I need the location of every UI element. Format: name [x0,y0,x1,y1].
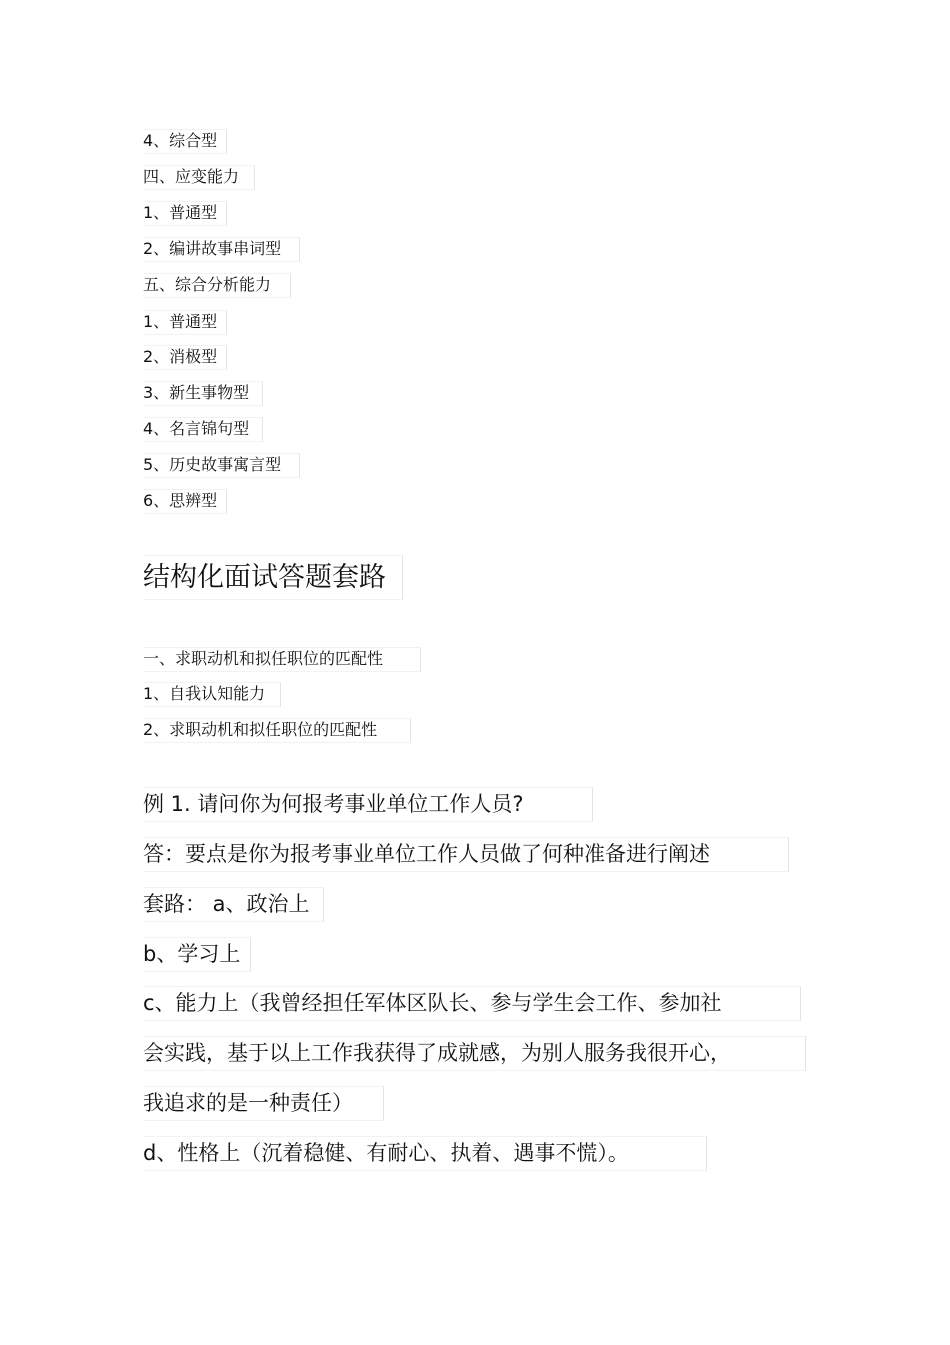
outline-item-text: 2、编讲故事串词型 [143,237,300,262]
outline-item-new-things-type [143,381,263,406]
outline-item-text: 6、思辨型 [143,489,227,514]
outline-item-text: 2、消极型 [143,345,227,370]
outline-item-text: 1、普通型 [143,310,227,335]
part1-item-text: 1、自我认知能力 [143,682,281,707]
outline-heading-analysis [143,273,291,298]
routine-a [143,887,324,922]
outline-heading-adaptability [143,165,255,190]
example-answer [143,837,789,872]
outline-item-text: 1、普通型 [143,201,227,226]
routine-b-text: b、学习上 [143,937,251,972]
outline-item-comprehensive-type [143,129,227,154]
routine-c-line3 [143,1086,384,1121]
part1-item-text: 2、求职动机和拟任职位的匹配性 [143,718,411,743]
part1-item-motivation-match [143,718,411,743]
outline-heading-text: 四、应变能力 [143,165,255,190]
section-title-text: 结构化面试答题套路 [143,555,403,600]
outline-item-negative-type [143,345,227,370]
outline-item-story-type [143,237,300,262]
outline-item-text: 4、综合型 [143,129,227,154]
section-title [143,555,403,600]
routine-a-text: 套路： a、政治上 [143,887,324,922]
part1-heading [143,647,421,672]
outline-item-text: 4、名言锦句型 [143,417,263,442]
example-question-text: 例 1. 请问你为何报考事业单位工作人员? [143,787,593,822]
outline-heading-text: 五、综合分析能力 [143,273,291,298]
outline-item-quote-type [143,417,263,442]
outline-item-text: 5、历史故事寓言型 [143,453,300,478]
routine-c-line3-text: 我追求的是一种责任） [143,1086,384,1121]
routine-c-line2 [143,1036,806,1071]
outline-item-text: 3、新生事物型 [143,381,263,406]
routine-c-line1-text: c、能力上（我曾经担任军体区队长、参与学生会工作、参加社 [143,986,801,1021]
routine-c-line2-text: 会实践，基于以上工作我获得了成就感，为别人服务我很开心， [143,1036,806,1071]
routine-d-text: d、性格上（沉着稳健、有耐心、执着、遇事不慌）。 [143,1136,707,1171]
routine-d [143,1136,707,1171]
outline-item-dialectic-type [143,489,227,514]
example-answer-text: 答：要点是你为报考事业单位工作人员做了何种准备进行阐述 [143,837,789,872]
part1-item-self-awareness [143,682,281,707]
part1-heading-text: 一、求职动机和拟任职位的匹配性 [143,647,421,672]
routine-b [143,937,251,972]
outline-item-ordinary-type [143,201,227,226]
outline-item-ordinary-type-2 [143,310,227,335]
outline-item-history-fable-type [143,453,300,478]
routine-c-line1 [143,986,801,1021]
example-question [143,787,593,822]
